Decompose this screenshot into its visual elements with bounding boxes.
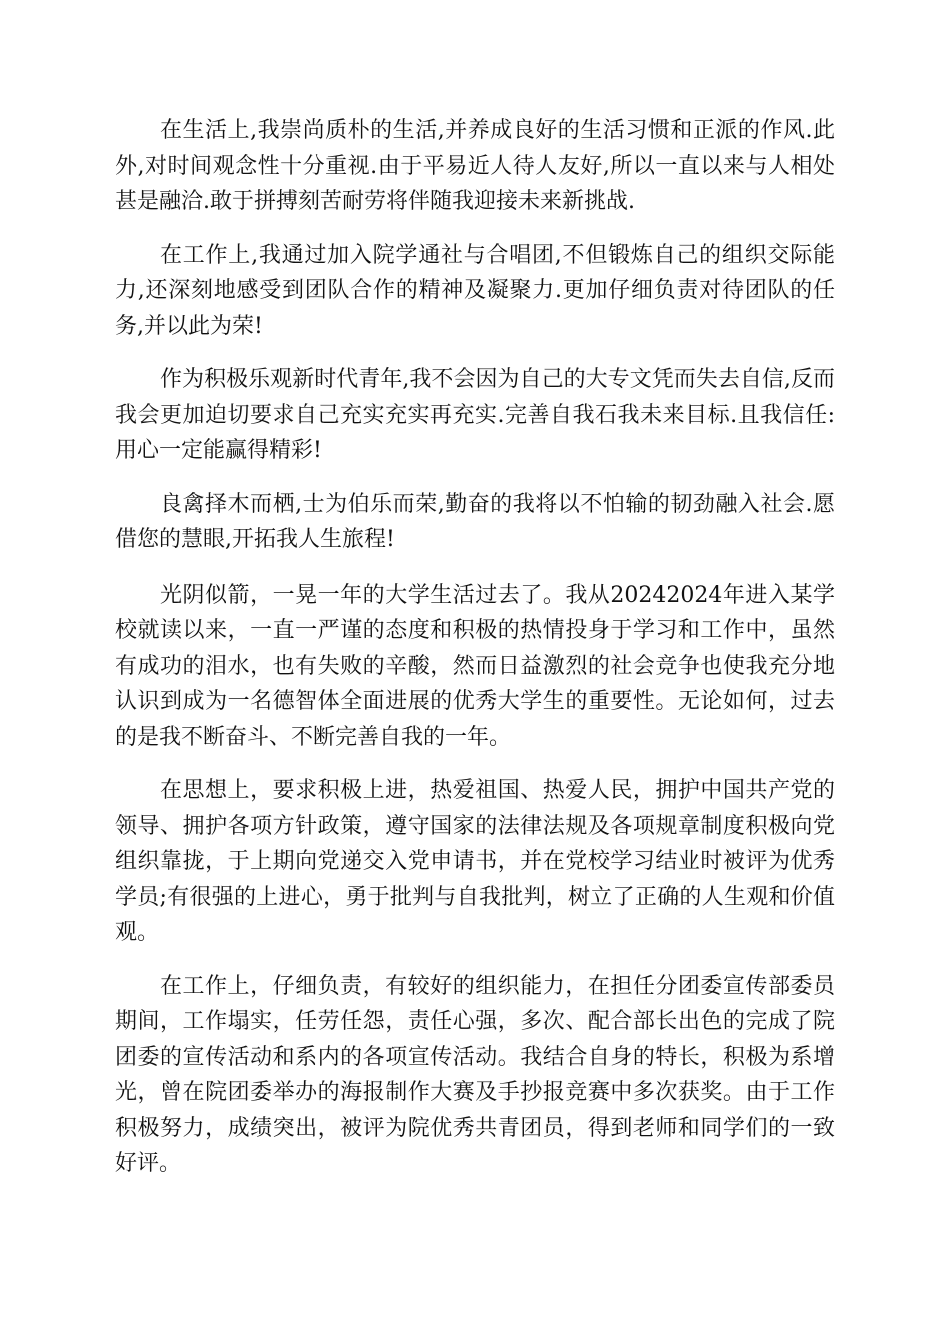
paragraph-year-review: 光阴似箭，一晃一年的大学生活过去了。我从20242024年进入某学校就读以来，一直一严谨的态度和积极的热情投身于学习和工作中，虽然有成功的泪水，也有失败的辛酸，然而日益激烈的社会竞争也使我充分地认识到成为一名德智体全面进展的优秀大学生的重要性。无论如何，过去的是我不断奋斗、不断完善自我的一年。 [115,582,835,750]
document-body [115,113,835,1200]
paragraph-work-duties: 在工作上，仔细负责，有较好的组织能力，在担任分团委宣传部委员期间，工作塌实，任劳任怨，责任心强，多次、配合部长出色的完成了院团委的宣传活动和系内的各项宣传活动。我结合自身的特长，积极为系增光，曾在院团委举办的海报制作大赛及手抄报竞赛中多次获奖。由于工作积极努力，成绩突出，被评为院优秀共青团员，得到老师和同学们的一致好评。 [115,973,835,1176]
paragraph-closing: 良禽择木而栖,士为伯乐而荣,勤奋的我将以不怕输的韧劲融入社会.愿借您的慧眼,开拓我人生旅程! [115,491,835,552]
paragraph-work-clubs: 在工作上,我通过加入院学通社与合唱团,不但锻炼自己的组织交际能力,还深刻地感受到团队合作的精神及凝聚力.更加仔细负责对待团队的任务,并以此为荣! [115,242,835,339]
paragraph-ideology: 在思想上，要求积极上进，热爱祖国、热爱人民，拥护中国共产党的领导、拥护各项方针政策，遵守国家的法律法规及各项规章制度积极向党组织靠拢，于上期向党递交入党申请书，并在党校学习结业时被评为优秀学员;有很强的上进心，勇于批判与自我批判，树立了正确的人生观和价值观。 [115,778,835,945]
paragraph-life: 在生活上,我崇尚质朴的生活,并养成良好的生活习惯和正派的作风.此外,对时间观念性十分重视.由于平易近人待人友好,所以一直以来与人相处甚是融洽.敢于拼搏刻苦耐劳将伴随我迎接未来新挑战. [115,118,835,214]
paragraph-confidence: 作为积极乐观新时代青年,我不会因为自己的大专文凭而失去自信,反而我会更加迫切要求自己充实充实再充实.完善自我石我未来目标.且我信任:用心一定能赢得精彩! [115,367,835,463]
